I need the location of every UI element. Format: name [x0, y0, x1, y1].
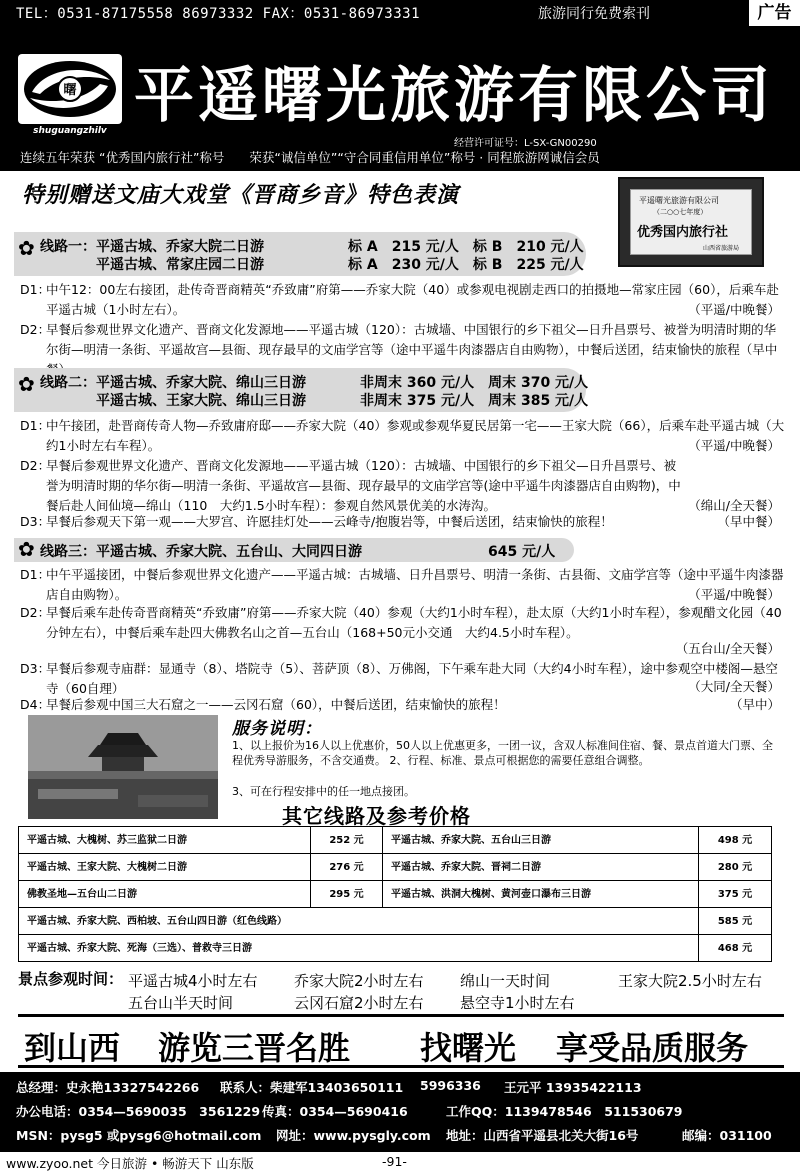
table-route-price: 468 元	[717, 943, 753, 954]
day-meal: （平遥/中晚餐）	[688, 438, 780, 453]
other-routes-table	[18, 826, 772, 962]
route-line-name: 线路三：平遥古城、乔家大院、五台山、大同四日游	[40, 544, 362, 560]
address: 地址：山西省平遥县北关大街16号	[446, 1128, 639, 1143]
day-text: 早餐后参观世界文化遗产、晋商文化发源地——平遥古城（120）：古城墙、中国银行的乡下祖父—日升昌票号、被誉为明清时期的华尔街—明清一条街、平遥故宫—县衙、现存最早的文庙学宫等（途中平遥牛肉漆器店自由购物），中餐后送团，结束愉快的旅程（早中	[46, 322, 778, 357]
city-gate-icon	[28, 715, 218, 819]
service-notes-title: 服务说明：	[232, 719, 322, 739]
route-three-banner	[14, 538, 574, 562]
day-meal: （绵山/全天餐）	[688, 498, 780, 513]
contact-person-b: 王元平 13935422113	[504, 1080, 642, 1095]
company-header	[0, 26, 800, 171]
postcode: 邮编：031100	[682, 1128, 772, 1143]
company-logo	[18, 54, 122, 124]
day-label: D2：	[20, 322, 51, 337]
ad-badge: 广告	[746, 0, 800, 26]
visit-time-item: 乔家大院2小时左右	[294, 972, 424, 990]
visit-times-label: 景点参观时间：	[18, 970, 124, 988]
day-meal: （五台山/全天餐）	[675, 641, 780, 656]
service-note: 1、以上报价为16人以上优惠价，50人以上优惠更多，一团一议，含双人标准间住宿、餐、景点首道大门票、全程优秀导游服务，不含交通费。 2、行程、标准、景点可根据您的需要任意组合调整。	[232, 739, 773, 767]
logo-swoosh-icon	[18, 54, 122, 124]
table-route-price: 295 元	[311, 881, 383, 908]
fax-number: 传真：0354—5690416	[262, 1104, 408, 1119]
certificate-year: （二○○七年度）	[653, 208, 708, 216]
itinerary-day	[20, 603, 786, 663]
slogan-part: 到山西	[24, 1029, 121, 1067]
day-meal: （大同/全天餐）	[688, 679, 780, 694]
day-text: 中午平遥接团，中餐后参观世界文化遗产——平遥古城：古城墙、日升昌票号、明清一条街、古县衙、文庙学宫等（途中平遥牛肉漆器店自由购物）。	[46, 567, 784, 602]
day-text: 中午12：00左右接团，赴传奇晋商精英“乔致庸”府第——乔家大院（40）或参观电视剧走西口的拍摄地—常家庄园（60），后乘车赴平遥古城（1小时左右）。	[46, 282, 779, 317]
route-one-banner	[14, 232, 586, 276]
top-contact-info: TEL：0531-87175558 86973332 FAX：0531-86973331	[16, 6, 421, 22]
magazine-site: www.zyoo.net 今日旅游 • 畅游天下 山东版	[6, 1156, 254, 1171]
day-label: D2：	[20, 605, 51, 620]
manager-contact: 总经理：史永艳13327542266	[16, 1080, 200, 1095]
day-label: D3：	[20, 661, 51, 676]
slogan-part: 找曙光	[420, 1029, 517, 1067]
slogan-part: 游览三晋名胜	[158, 1029, 351, 1067]
day-meal: （平遥/中晚餐）	[688, 587, 780, 602]
table-route-name: 平遥古城、乔家大院、五台山三日游	[383, 827, 699, 854]
route-line-price: 标 A 215 元/人 标 B 210 元/人	[348, 239, 584, 255]
visit-time-item: 五台山半天时间	[128, 994, 234, 1012]
award-certificate	[618, 177, 764, 267]
route-two-banner	[14, 368, 589, 412]
work-qq: 工作QQ：1139478546 511530679	[446, 1104, 683, 1119]
phone-number: 5996336	[420, 1078, 481, 1093]
contact-person: 联系人：柴建军13403650111	[220, 1080, 404, 1095]
certificate-title: 优秀国内旅行社	[637, 225, 729, 240]
flower-icon: ✿	[18, 236, 35, 260]
certificate-plaque	[630, 189, 752, 255]
table-route-price: 276 元	[311, 854, 383, 881]
page-bottom-line	[0, 1152, 800, 1172]
slogan-part: 享受品质服务	[556, 1029, 749, 1067]
free-index-label: 旅游同行免费索刊	[538, 6, 650, 22]
flower-icon: ✿	[18, 537, 35, 561]
table-route-name: 佛教圣地—五台山二日游	[19, 881, 311, 908]
day-label: D1：	[20, 282, 51, 297]
route-line-price: 非周末 375 元/人 周末 385 元/人	[360, 393, 589, 409]
day-meal: （平遥/中晚餐）	[688, 302, 780, 317]
day-text: 中午接团，赴晋商传奇人物—乔致庸府邸——乔家大院（40）参观或参观华夏民居第一宅——王家大院（66），后乘车赴平遥古城（大约1小时左右车程）。	[46, 418, 785, 453]
day-text: 早餐后参观中国三大石窟之一——云冈石窟（60），中餐后送团，结束愉快的旅程！	[46, 697, 506, 712]
itinerary-day	[20, 416, 786, 456]
table-route-price: 252 元	[311, 827, 383, 854]
visit-time-item: 云冈石窟2小时左右	[294, 994, 424, 1012]
itinerary-day	[20, 695, 786, 715]
table-route-name: 平遥古城、乔家大院、西柏坡、五台山四日游（红色线路）	[19, 908, 699, 935]
day-label: D1：	[20, 567, 51, 582]
day-text: 早餐后参观天下第一观——大罗宫、许愿挂灯处——云峰寺/抱腹岩等，中餐后送团，结束愉快的旅程！	[46, 514, 613, 529]
license-number: 经营许可证号：L-SX-GN00290	[454, 138, 597, 149]
table-route-name: 平遥古城、洪洞大槐树、黄河壶口瀑布三日游	[383, 881, 699, 908]
visit-time-item: 王家大院2.5小时左右	[618, 972, 762, 990]
visit-time-item: 悬空寺1小时左右	[460, 994, 575, 1012]
honors-line: 连续五年荣获 “优秀国内旅行社”称号 荣获“诚信单位”“守合同重信用单位”称号 · 同程旅游网诚信会员	[20, 150, 600, 165]
day-meal: （早中）	[729, 697, 780, 712]
table-route-price: 498 元	[699, 827, 771, 854]
office-phone: 办公电话：0354—5690035 3561229	[16, 1104, 261, 1119]
website-link[interactable]: 网址：www.pysgly.com	[276, 1128, 431, 1143]
certificate-issuer: 山西省旅游局	[703, 245, 740, 252]
itinerary-day	[20, 565, 786, 605]
route-line-price: 645 元/人	[488, 544, 556, 560]
svg-text:曙: 曙	[63, 83, 77, 98]
itinerary-day	[20, 280, 786, 320]
page-number: -91-	[382, 1154, 407, 1169]
table-route-name: 平遥古城、大槐树、苏三监狱二日游	[19, 827, 311, 854]
table-route-price: 375 元	[699, 881, 771, 908]
day-label: D4：	[20, 697, 51, 712]
itinerary-day	[20, 659, 786, 699]
table-route-name: 平遥古城、乔家大院、晋祠二日游	[383, 854, 699, 881]
logo-text: shuguangzhilv	[33, 126, 107, 136]
day-label: D1：	[20, 418, 51, 433]
table-route-name: 平遥古城、乔家大院、死海（三选）、普救寺三日游	[19, 935, 699, 962]
certificate-org: 平遥曙光旅游有限公司	[639, 196, 719, 205]
route-line-price: 标 A 230 元/人 标 B 225 元/人	[348, 257, 584, 273]
ancient-city-photo	[28, 715, 218, 819]
day-label: D3：	[20, 514, 51, 529]
service-note: 3、可在行程安排中的任一地点接团。	[232, 785, 415, 798]
route-line-name: 线路一：平遥古城、乔家大院二日游	[40, 239, 264, 255]
day-meal: （早中餐）	[717, 514, 780, 529]
route-line-name: 平遥古城、王家大院、绵山三日游	[40, 393, 306, 409]
table-route-name: 平遥古城、王家大院、大槐树二日游	[19, 854, 311, 881]
top-contact-bar	[0, 0, 800, 26]
contact-footer	[0, 1072, 800, 1152]
day-label: D2：	[20, 458, 51, 473]
visit-time-item: 绵山一天时间	[460, 972, 551, 990]
msn-email: MSN：pysg5 或pysg6@hotmail.com	[16, 1128, 262, 1143]
day-text: 早餐后乘车赴传奇晋商精英“乔致庸”府第——乔家大院（40）参观（大约1小时车程），赴太原（大约1小时车程），参观醋文化园（40分钟左右），中餐后乘车赴四大佛教名山之首—五台山（168+50元小交通 大约4.5小时车程）。	[46, 605, 782, 640]
itinerary-day	[20, 320, 786, 360]
route-line-name: 平遥古城、常家庄园二日游	[40, 257, 264, 273]
route-line-price: 非周末 360 元/人 周末 370 元/人	[360, 375, 589, 391]
company-name: 平遥曙光旅游有限公司	[134, 61, 774, 131]
day-text: 早餐后参观世界文化遗产、晋商文化发源地——平遥古城（120）：古城墙、中国银行的乡下祖父—日升昌票号、被誉为明清时期的华尔街—明清一条街、平遥故宫—县衙、现存最早的文庙学宫等(途中平遥牛肉漆器店自由购物)，中餐后赴人间仙境—绵山（110 大约1.5小时车程）：参观自然风景优美的水涛沟。	[46, 458, 681, 513]
table-route-price: 585 元	[699, 908, 771, 935]
itinerary-day	[20, 512, 786, 534]
table-route-price: 280 元	[699, 854, 771, 881]
slogan-bar	[18, 1014, 784, 1068]
other-routes-title: 其它线路及参考价格	[282, 804, 471, 828]
itinerary-day	[20, 456, 786, 516]
route-line-name: 线路二：平遥古城、乔家大院、绵山三日游	[40, 375, 306, 391]
special-show-banner: 特别赠送文庙大戏堂《晋商乡音》特色表演	[22, 183, 460, 208]
day-text: 早餐后参观寺庙群：显通寺（8）、塔院寺（5）、菩萨顶（8）、万佛阁，下午乘车赴大同（大约4小时车程），途中参观空中楼阁—悬空寺（60自理）	[46, 661, 778, 696]
visit-time-item: 平遥古城4小时左右	[128, 972, 258, 990]
flower-icon: ✿	[18, 372, 35, 396]
